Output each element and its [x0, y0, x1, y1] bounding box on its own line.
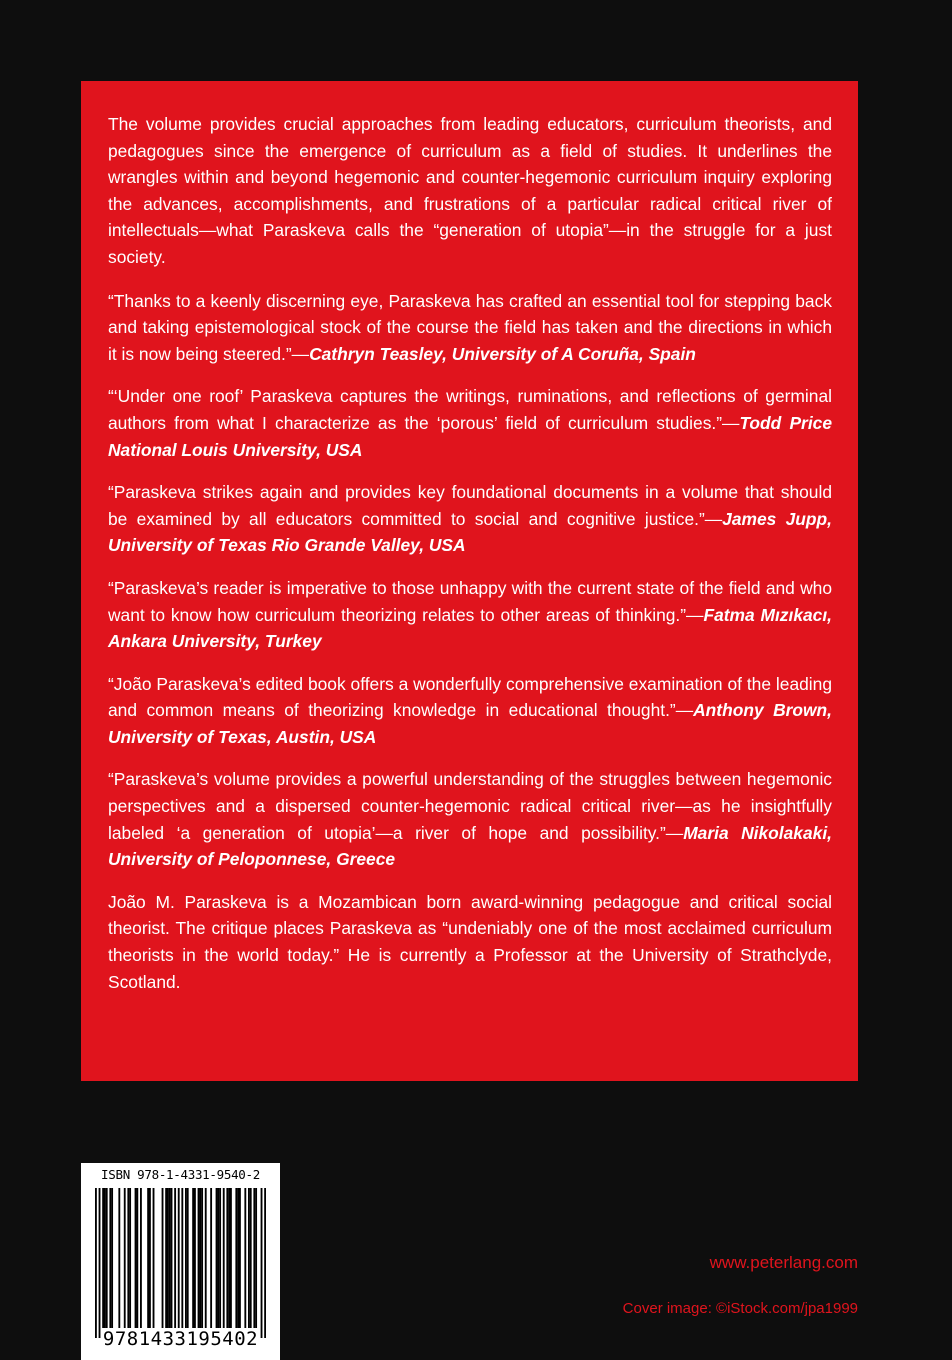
barcode-bar: [124, 1188, 126, 1328]
barcode-bar: [198, 1188, 200, 1328]
barcode-bar: [194, 1188, 196, 1328]
barcode-bar: [153, 1188, 155, 1328]
blurb-quote: “Thanks to a keenly discerning eye, Paraskeva has crafted an essential tool for stepping back and taking epistemological stock of the course the field has taken and the directions in which it is now being steered.”—: [108, 290, 832, 364]
barcode-bar: [135, 1188, 137, 1328]
barcode-bar: [95, 1188, 97, 1338]
cover-image-credit: Cover image: ©iStock.com/jpa1999: [622, 1300, 858, 1317]
blurb-attribution: Fatma Mızıkacı, Ankara University, Turkey: [108, 604, 832, 652]
blurb-attribution: Todd Price National Louis University, USA: [108, 412, 832, 460]
barcode-bar: [264, 1188, 266, 1338]
barcode-bar: [106, 1188, 108, 1328]
barcode-bar: [165, 1188, 167, 1328]
blurb-quote: “João Paraskeva’s edited book offers a wonderfully comprehensive examination of the leading and common means of theorizing knowledge in educational thought.”—: [108, 673, 832, 721]
barcode-bar: [201, 1188, 203, 1328]
barcode-bar: [118, 1188, 120, 1328]
isbn-barcode: [81, 1163, 280, 1360]
barcode-bar: [129, 1188, 131, 1328]
blurb-quote: “‘Under one roof’ Paraskeva captures the writings, ruminations, and reflections of germinal authors from what I characterize as the ‘porous’ field of curriculum studies.”—: [108, 386, 832, 433]
barcode-bar: [239, 1188, 241, 1328]
barcode-bar: [253, 1188, 255, 1328]
barcode-bar: [149, 1188, 151, 1328]
barcode-number: [81, 1328, 280, 1350]
barcode-bar: [250, 1188, 252, 1328]
barcode-bar: [237, 1188, 239, 1328]
barcode-bar: [210, 1188, 212, 1328]
barcode-bar: [187, 1188, 189, 1328]
barcode-bar: [219, 1188, 221, 1328]
barcode-bars: [95, 1188, 266, 1338]
blurb-quote: “Paraskeva’s reader is imperative to those unhappy with the current state of the field and who want to know how curriculum theorizing relates to other areas of thinking.”—: [108, 577, 832, 625]
barcode-bar: [199, 1188, 201, 1328]
blurb-attribution: Cathryn Teasley, University of A Coruña, Spain: [309, 343, 696, 364]
barcode-bar: [235, 1188, 237, 1328]
barcode-bar: [99, 1188, 101, 1338]
blurb-attribution: Maria Nikolakaki, University of Peloponnese, Greece: [108, 822, 832, 870]
blurb-quote: “Paraskeva strikes again and provides key foundational documents in a volume that should be examined by all educators committed to social and cognitive justice.”—: [108, 482, 832, 529]
barcode-bar: [147, 1188, 149, 1328]
barcode-bar: [185, 1188, 187, 1328]
barcode-bar: [162, 1188, 164, 1328]
barcode-bar: [169, 1188, 171, 1328]
barcode-bar: [174, 1188, 176, 1328]
barcode-bar: [205, 1188, 207, 1328]
barcode-bar: [171, 1188, 173, 1328]
barcode-digits-text: 9781433195402: [102, 1328, 259, 1350]
blurb: [108, 671, 832, 751]
barcode-bar: [127, 1188, 129, 1328]
back-cover-text-panel: [81, 81, 858, 1081]
barcode-bar: [228, 1188, 230, 1328]
blurb: [108, 288, 832, 368]
barcode-bar: [181, 1188, 183, 1338]
barcode-bar: [248, 1188, 250, 1328]
blurb: [108, 479, 832, 559]
blurb: [108, 766, 832, 872]
barcode-bar: [226, 1188, 228, 1328]
publisher-website[interactable]: www.peterlang.com: [709, 1253, 858, 1272]
barcode-bar: [178, 1188, 180, 1338]
barcode-bar: [230, 1188, 232, 1328]
barcode-bar: [140, 1188, 142, 1328]
barcode-bar: [109, 1188, 111, 1328]
barcode-bar: [104, 1188, 106, 1328]
barcode-bar: [167, 1188, 169, 1328]
blurb-quote: “Paraskeva’s volume provides a powerful understanding of the struggles between hegemonic perspectives and a dispersed counter-hegemonic radical critical river—as he insightfully labeled ‘a generation of utopia’—a river of hope and possibility.”—: [108, 769, 832, 843]
barcode-bar: [111, 1188, 113, 1328]
blurb: [108, 383, 832, 463]
book-description: The volume provides crucial approaches from leading educators, curriculum theorists, and pedagogues since the emergence of curriculum as a field of studies. It underlines the wrangles within and beyond hegemonic and counter-hegemonic curriculum inquiry exploring the advances, accomplishments, and frustrations of a particular radical critical river of intellectuals—what Paraskeva calls the “generation of utopia”—in the struggle for a just society.: [108, 114, 832, 267]
barcode-bar: [255, 1188, 257, 1328]
barcode-bar: [216, 1188, 218, 1328]
barcode-bar: [217, 1188, 219, 1328]
barcode-bar: [192, 1188, 194, 1328]
blurb: [108, 575, 832, 655]
barcode-bar: [244, 1188, 246, 1328]
author-bio: João M. Paraskeva is a Mozambican born award-winning pedagogue and critical social theorist. The critique places Paraskeva as “undeniably one of the most acclaimed curriculum theorists in the world today.” He is currently a Professor at the University of Strathclyde, Scotland.: [108, 891, 832, 992]
barcode-bar: [261, 1188, 263, 1338]
blurb-attribution: Anthony Brown, University of Texas, Austin, USA: [108, 700, 833, 747]
barcode-bar: [102, 1188, 104, 1328]
barcode-bar: [223, 1188, 225, 1328]
barcode-bar: [136, 1188, 138, 1328]
blurb-attribution: James Jupp, University of Texas Rio Grande Valley, USA: [108, 508, 832, 556]
isbn-label: ISBN 978-1-4331-9540-2: [101, 1167, 260, 1182]
